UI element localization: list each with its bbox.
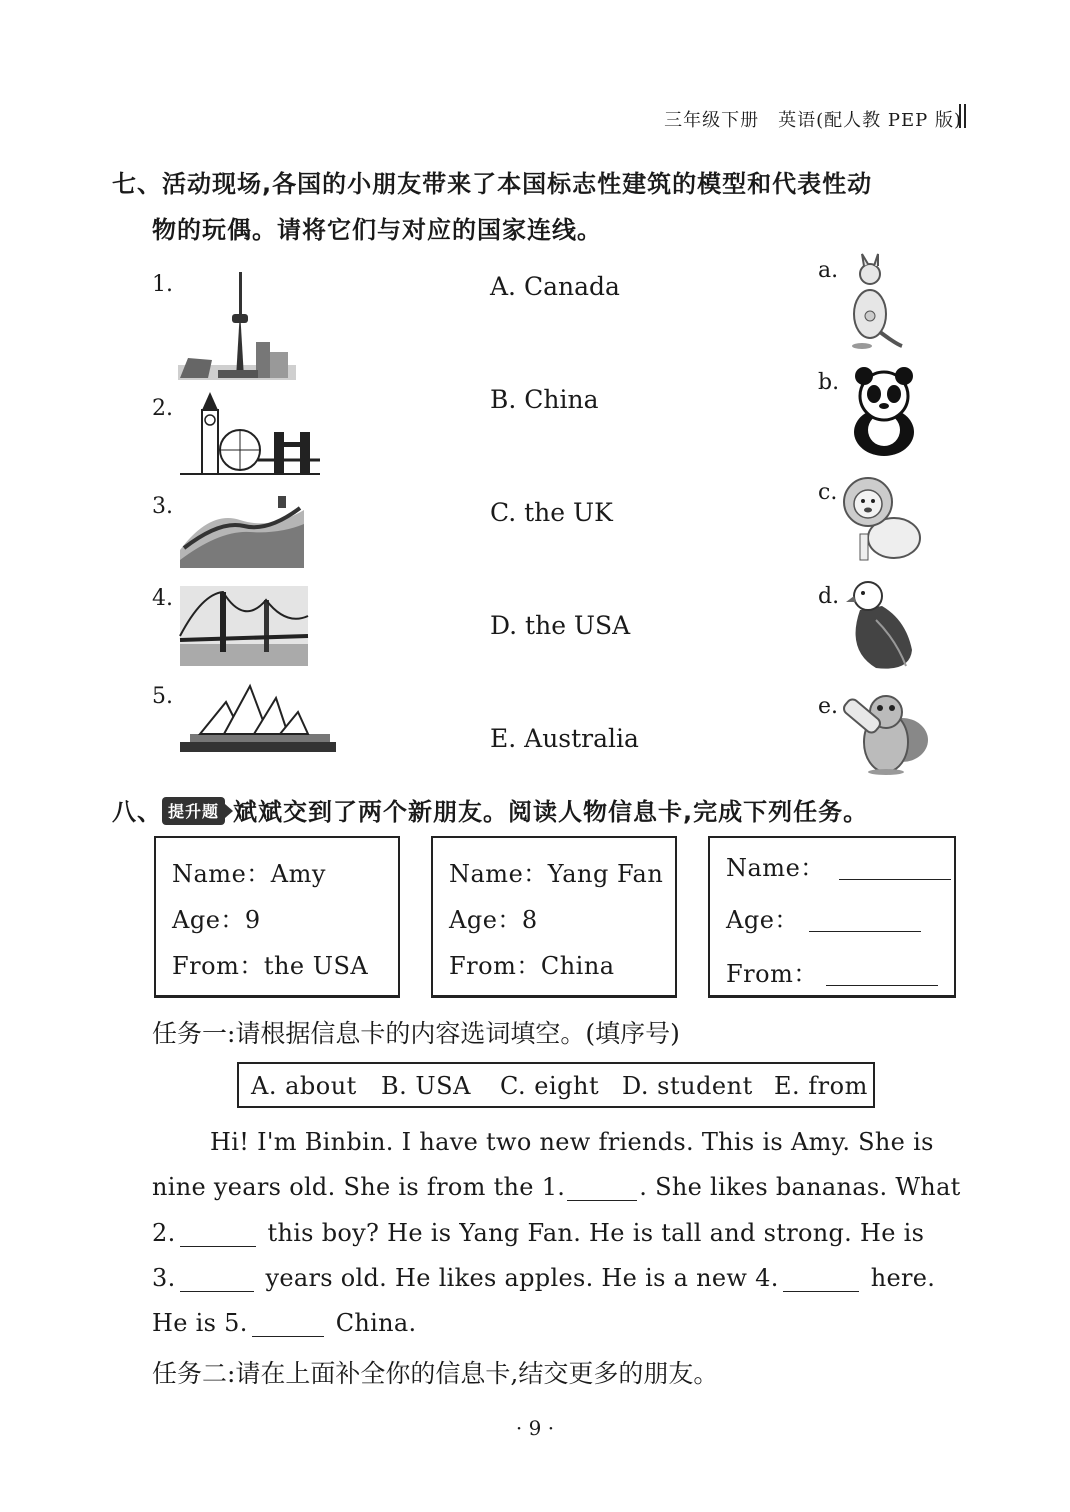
- landmark-num-2: 2.: [152, 396, 173, 421]
- lion-icon[interactable]: [842, 474, 926, 564]
- animal-letter-a: a.: [818, 258, 839, 283]
- card-blank-from-label: From：: [726, 960, 818, 988]
- card-blank-name-label: Name：: [726, 854, 825, 882]
- passage-line-2: [152, 1173, 961, 1201]
- passage-line-1: Hi! I'm Binbin. I have two new friends. This is Amy. She is: [210, 1128, 934, 1156]
- section7-title-line2: 物的玩偶。请将它们与对应的国家连线。: [152, 216, 602, 244]
- word-option-b[interactable]: B. USA: [381, 1072, 471, 1100]
- big-ben-london-icon[interactable]: [180, 388, 320, 476]
- kangaroo-icon[interactable]: [840, 254, 904, 350]
- passage-line-2b: . She likes bananas. What: [639, 1173, 961, 1201]
- running-header: 三年级下册 英语(配人教 PEP 版): [664, 110, 962, 131]
- word-option-d[interactable]: D. student: [622, 1072, 753, 1100]
- great-wall-icon[interactable]: [180, 490, 304, 568]
- passage-line-2a: nine years old. She is from the 1.: [152, 1173, 566, 1201]
- passage-line-5: [152, 1309, 416, 1337]
- card-blank-age-row: [726, 900, 921, 935]
- passage-line-3a: 2.: [152, 1219, 176, 1247]
- word-option-e[interactable]: E. from: [774, 1072, 868, 1100]
- passage-line-5a: He is 5.: [152, 1309, 248, 1337]
- task1-instruction: 任务一:请根据信息卡的内容选词填空。(填序号): [152, 1019, 680, 1048]
- page-number: · 9 ·: [515, 1416, 555, 1440]
- passage-line-4: [152, 1264, 935, 1292]
- card-yangfan-age: Age：8: [449, 906, 538, 934]
- card-blank-name-row: [726, 848, 951, 883]
- blank-1[interactable]: [567, 1178, 637, 1201]
- card-yangfan-name: Name：Yang Fan: [449, 860, 664, 888]
- card-blank-from-field[interactable]: [826, 963, 938, 986]
- passage-line-4b: years old. He likes apples. He is a new 4.: [265, 1264, 779, 1292]
- country-option-c[interactable]: C. the UK: [490, 498, 613, 527]
- section7-title-line1: 七、活动现场,各国的小朋友带来了本国标志性建筑的模型和代表性动: [112, 170, 873, 198]
- blank-3[interactable]: [180, 1269, 254, 1292]
- landmark-num-4: 4.: [152, 586, 173, 611]
- landmark-num-5: 5.: [152, 684, 173, 709]
- word-option-c[interactable]: C. eight: [500, 1072, 600, 1100]
- landmark-num-3: 3.: [152, 494, 173, 519]
- card-yangfan-from: From：China: [449, 952, 615, 980]
- card-amy-age: Age：9: [172, 906, 261, 934]
- info-card-amy: [154, 836, 400, 998]
- passage-line-5b: China.: [335, 1309, 417, 1337]
- cn-tower-icon[interactable]: [178, 270, 296, 382]
- header-bar-divider: [959, 104, 966, 128]
- card-amy-from: From：the USA: [172, 952, 369, 980]
- golden-gate-bridge-icon[interactable]: [180, 586, 308, 666]
- passage-line-3: [152, 1219, 924, 1247]
- info-card-yang-fan: [431, 836, 677, 998]
- animal-letter-d: d.: [818, 584, 840, 609]
- blank-4[interactable]: [783, 1269, 859, 1292]
- country-option-d[interactable]: D. the USA: [490, 611, 631, 640]
- panda-icon[interactable]: [844, 366, 926, 458]
- card-blank-age-field[interactable]: [809, 909, 921, 932]
- word-options-box: [237, 1062, 875, 1108]
- task2-instruction: 任务二:请在上面补全你的信息卡,结交更多的朋友。: [152, 1359, 719, 1388]
- advanced-question-badge: 提升题: [162, 797, 225, 825]
- blank-2[interactable]: [180, 1224, 256, 1247]
- animal-letter-b: b.: [818, 370, 840, 395]
- country-option-b[interactable]: B. China: [490, 385, 599, 414]
- blank-5[interactable]: [252, 1314, 324, 1337]
- passage-line-4a: 3.: [152, 1264, 176, 1292]
- eagle-icon[interactable]: [846, 580, 916, 672]
- passage-line-3b: this boy? He is Yang Fan. He is tall and strong. He is: [267, 1219, 925, 1247]
- card-amy-name: Name：Amy: [172, 860, 326, 888]
- sydney-opera-house-icon[interactable]: [180, 682, 336, 756]
- word-option-a[interactable]: A. about: [251, 1072, 357, 1100]
- section8-title: [112, 792, 868, 827]
- passage-line-4c: here.: [870, 1264, 936, 1292]
- card-blank-age-label: Age：: [726, 906, 799, 934]
- country-option-e[interactable]: E. Australia: [490, 724, 639, 753]
- card-blank-from-row: [726, 954, 938, 989]
- animal-letter-e: e.: [818, 694, 839, 719]
- section8-prefix: 八、: [112, 798, 162, 826]
- animal-letter-c: c.: [818, 480, 838, 505]
- section8-title-text: 斌斌交到了两个新朋友。阅读人物信息卡,完成下列任务。: [233, 798, 869, 826]
- info-card-blank: [708, 836, 956, 998]
- card-blank-name-field[interactable]: [839, 857, 951, 880]
- beaver-icon[interactable]: [840, 690, 932, 776]
- country-option-a[interactable]: A. Canada: [490, 272, 620, 301]
- landmark-num-1: 1.: [152, 272, 173, 297]
